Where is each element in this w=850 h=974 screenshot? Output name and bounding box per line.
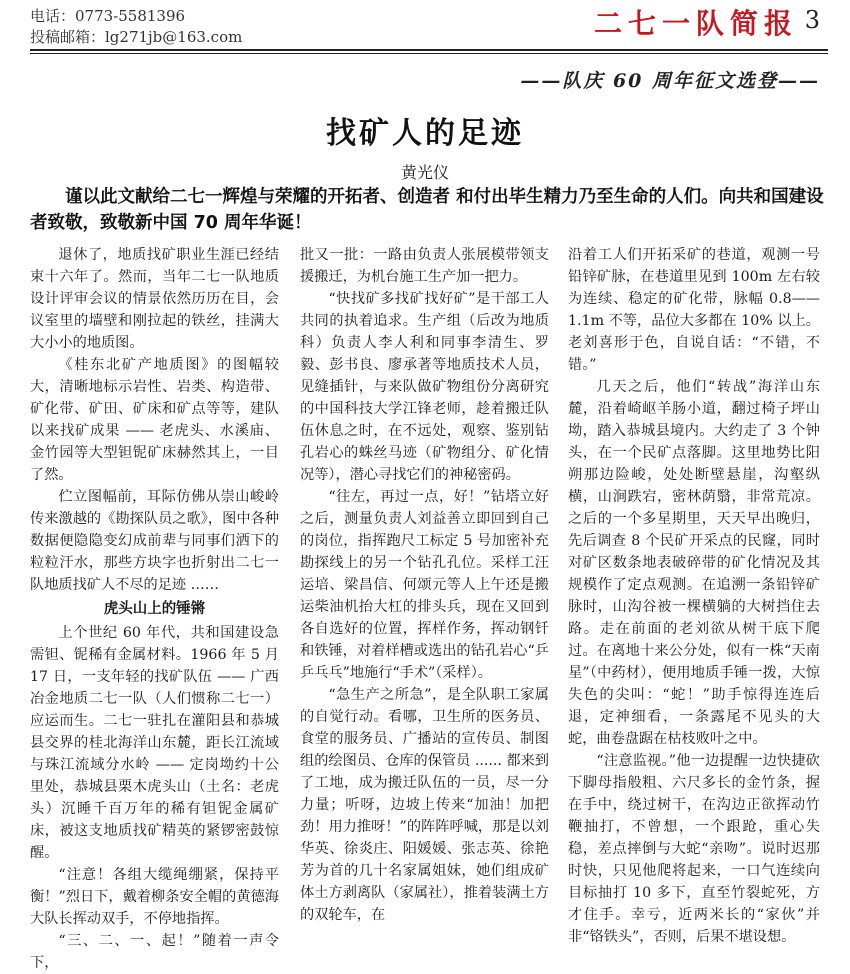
paragraph: “快找矿多找矿找好矿”是干部工人共同的执着追求。生产组（后改为地质科）负责人李人利和同事李清生、罗毅、彭书良、廖承著等地质技术人员，见缝插针，与来队做矿物组份分离研究的中国科技大学江锋老师，趁着搬迁队伍休息之时，在不远处，观察、鉴别钻孔岩心的蛛丝马迹（矿物组分、矿化情况等），潜心寻找它们的神秘密码。 bbox=[300, 291, 549, 483]
paragraph: 批又一批：一路由负责人张展模带领支援搬迁，为机台施工生产加一把力。 bbox=[300, 247, 549, 285]
paragraph: “三、二、一、起！”随着一声令下， bbox=[30, 933, 279, 971]
text-column-2 bbox=[300, 244, 549, 923]
column-label: ——队庆 60 周年征文选登—— bbox=[520, 70, 820, 92]
article-title: 找矿人的足迹 bbox=[326, 116, 524, 151]
paragraph: 沿着工人们开拓采矿的巷道，观测一号铅锌矿脉，在巷道里见到 100m 左右较为连续、稳定的矿化带，脉幅 0.8——1.1m 不等，品位大多都在 10% 以上。老刘喜形于色，自说自话：“不错，不错。” bbox=[568, 247, 820, 373]
paragraph: “急生产之所急”，是全队职工家属的自觉行动。看哪，卫生所的医务员、食堂的服务员、广播站的宣传员、制图组的绘图员、仓库的保管员 ...... 都来到了工地，成为搬迁队伍的一员，尽一分力量；听呀，边坡上传来“加油！加把劲！用力推呀！”的阵阵呼喊，那是以刘华英、徐炎庄、阳媛媛、张志英、徐艳芳为首的几十名家属姐妹，她们组成矿体土方剥离队（家属社），推着装满土方的双轮车，在 bbox=[300, 687, 549, 923]
paper-name: 二七一队简报 bbox=[593, 7, 798, 40]
masthead-rule-thin bbox=[30, 53, 828, 54]
paragraph: 上个世纪 60 年代，共和国建设急需钽、铌稀有金属材料。1966 年 5 月 17 日，一支年轻的找矿队伍 —— 广西冶金地质二七一队（人们惯称二七一）应运而生。二七一驻扎在灌阳县和恭城县交界的桂北海洋山东麓，距长江流域与珠江流域分水岭 —— 定岗坳约十公里处，恭城县栗木虎头山（土名：老虎头）沉睡千百万年的稀有钽铌金属矿床，被这支地质找矿精英的紧锣密鼓惊醒。 bbox=[30, 625, 279, 861]
masthead-rule bbox=[30, 49, 828, 51]
paragraph: “注意！各组大缆绳绷紧，保持平衡！”烈日下，戴着柳条安全帽的黄德海大队长挥动双手，不停地指挥。 bbox=[30, 867, 279, 927]
masthead bbox=[0, 0, 850, 50]
paragraph: “往左，再过一点，好！”钻塔立好之后，测量负责人刘益善立即回到自己的岗位，指挥跑尺工标定 5 号加密补充勘探线上的另一个钻孔孔位。采样工汪运培、梁昌信、何颂元等人上午还是搬运柴油机抬大杠的排头兵，现在又回到各自选好的位置，挥样作务，挥动钢钎和铁锤，对着样槽或选出的钻孔岩心“乒乒乓乓”地施行“手术”（采样）。 bbox=[300, 489, 549, 681]
paragraph: 伫立图幅前，耳际仿佛从崇山峻岭传来激越的《勘探队员之歌》，图中各种数据便隐隐变幻成前辈与同事们洒下的粒粒汗水，那些方块字也折射出二七一队地质找矿人不尽的足迹 …… bbox=[30, 489, 279, 593]
paragraph: “注意监视。”他一边提醒一边快捷砍下脚母指般粗、六尺多长的金竹条，握在手中，绕过树干，在沟边正欲挥动竹鞭抽打，不曾想，一个跟跄，重心失稳，差点摔倒与大蛇“亲吻”。说时迟那时快，只见他爬将起来，一口气连续向目标抽打 10 多下，直至竹裂蛇死，方才住手。幸亏，近两米长的“家伙”并非“铬铁头”，否则，后果不堪设想。 bbox=[568, 753, 820, 945]
email-line: 投稿邮箱：lg271jb@163.com bbox=[30, 28, 243, 46]
section-heading: 虎头山上的锤锵 bbox=[103, 601, 206, 617]
paragraph: 几天之后，他们“转战”海洋山东麓，沿着崎岖羊肠小道，翻过椅子坪山坳，踏入恭城县境内。大约走了 3 个钟头，在一个民矿点落脚。这里地势比阳朔那边险峻，处处断壁悬崖，沟壑纵横，山涧跌宕，密林荫翳，非常荒凉。之后的一个多星期里，天天早出晚归，先后调查 8 个民矿开采点的民窿，同时对矿区数条地表破碎带的矿化情况及其规模作了定点观测。在追溯一条铅锌矿脉时，山沟谷被一棵横躺的大树挡住去路。走在前面的老刘欲从树干底下爬过。在离地十来公分处，似有一株“天南星”（中药材），便用地质手锤一拨，大惊失色的尖叫：“蛇！”助手惊得连连后退，定神细看，一条露尾不见头的大蛇，曲卷盘踞在枯枝败叶之中。 bbox=[568, 379, 820, 747]
text-column-3 bbox=[568, 244, 820, 945]
phone-line: 电话：0773-5581396 bbox=[30, 7, 186, 25]
text-column-1 bbox=[30, 244, 279, 971]
article-dedication: 谨以此文献给二七一辉煌与荣耀的开拓者、创造者 和付出毕生精力乃至生命的人们。向共和国建设者致敬，致敬新中国 70 周年华诞！ bbox=[30, 187, 824, 233]
paragraph: 退休了，地质找矿职业生涯已经结束十六年了。然而，当年二七一队地质设计评审会议的情景依然历历在目，会议室里的墙壁和刚拉起的铁丝，挂满大大小小的地质图。 bbox=[30, 247, 279, 351]
article-author: 黄光仪 bbox=[400, 163, 449, 182]
paragraph: 《桂东北矿产地质图》的图幅较大，清晰地标示岩性、岩类、构造带、矿化带、矿田、矿床和矿点等等，建队以来找矿成果 —— 老虎头、水溪庙、金竹园等大型钽铌矿床赫然其上，一目了然。 bbox=[30, 357, 279, 483]
contact-info bbox=[30, 6, 242, 48]
page-number: 3 bbox=[804, 6, 820, 34]
